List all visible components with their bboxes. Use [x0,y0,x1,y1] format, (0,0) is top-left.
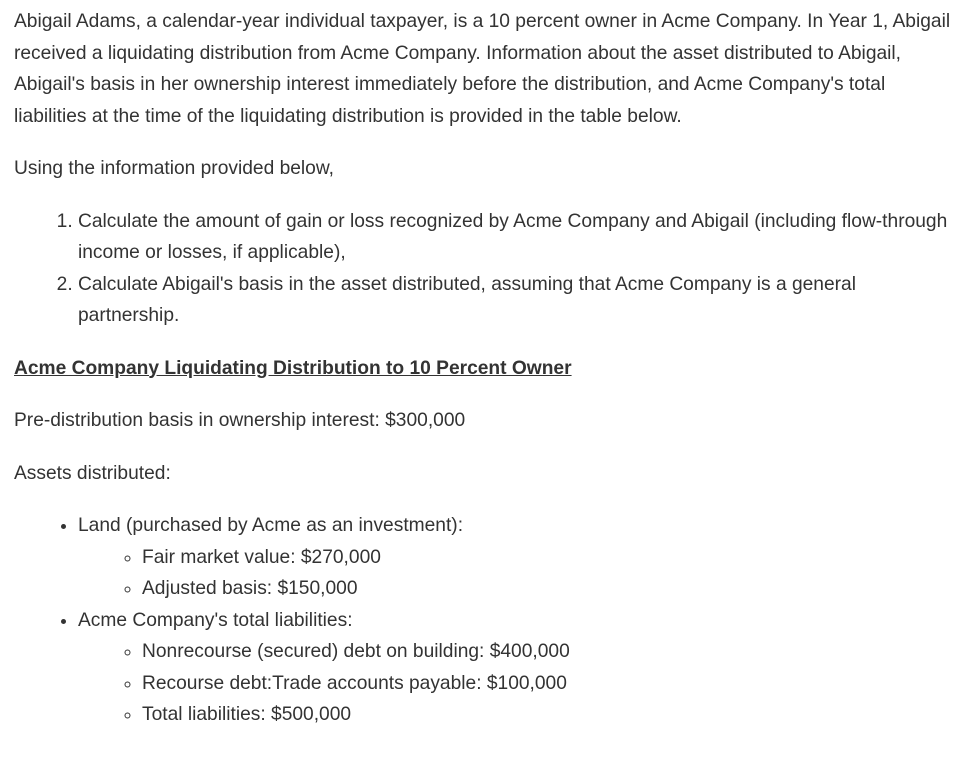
task-list [14,206,961,332]
assets-list [14,510,961,731]
land-fair-market-value: ◦ Fair market value: $270,000 [142,542,961,574]
pre-distribution-basis: Pre-distribution basis in ownership interest: $300,000 [14,410,466,431]
total-liabilities: ◦ Total liabilities: $500,000 [142,699,961,731]
land-adjusted-basis: ◦ Adjusted basis: $150,000 [142,573,961,605]
recourse-debt: ◦ Recourse debt:Trade accounts payable: $100,000 [142,668,961,700]
nonrecourse-debt: ◦ Nonrecourse (secured) debt on building: $400,000 [142,636,961,668]
land-label: Land (purchased by Acme as an investment): [78,515,464,536]
assets-distributed-label: Assets distributed: [14,462,171,484]
land-details [78,542,961,605]
liabilities-details [78,636,961,731]
table-heading: Acme Company Liquidating Distribution to 10 Percent Owner [14,357,572,379]
task-item: 2. Calculate Abigail's basis in the asset distributed, assuming that Acme Company is a general partnership. [78,269,961,332]
task-item: 1. Calculate the amount of gain or loss recognized by Acme Company and Abigail (including flow-through income or losses, if applicable), [78,206,961,269]
liabilities-item [78,605,961,731]
instructions-lead: Using the information provided below, [14,158,334,179]
intro-paragraph: Abigail Adams, a calendar-year individual taxpayer, is a 10 percent owner in Acme Company. In Year 1, Abigail received a liquidating distribution from Acme Company. Information about the asset distributed to Abigail, Abigail's basis in her ownership interest immediately before the distribution, and Acme Company's total liabilities at the time of the liquidating distribution is provided in the table below. [14,11,951,127]
liabilities-label: Acme Company's total liabilities: [78,609,353,631]
land-item [78,510,961,605]
